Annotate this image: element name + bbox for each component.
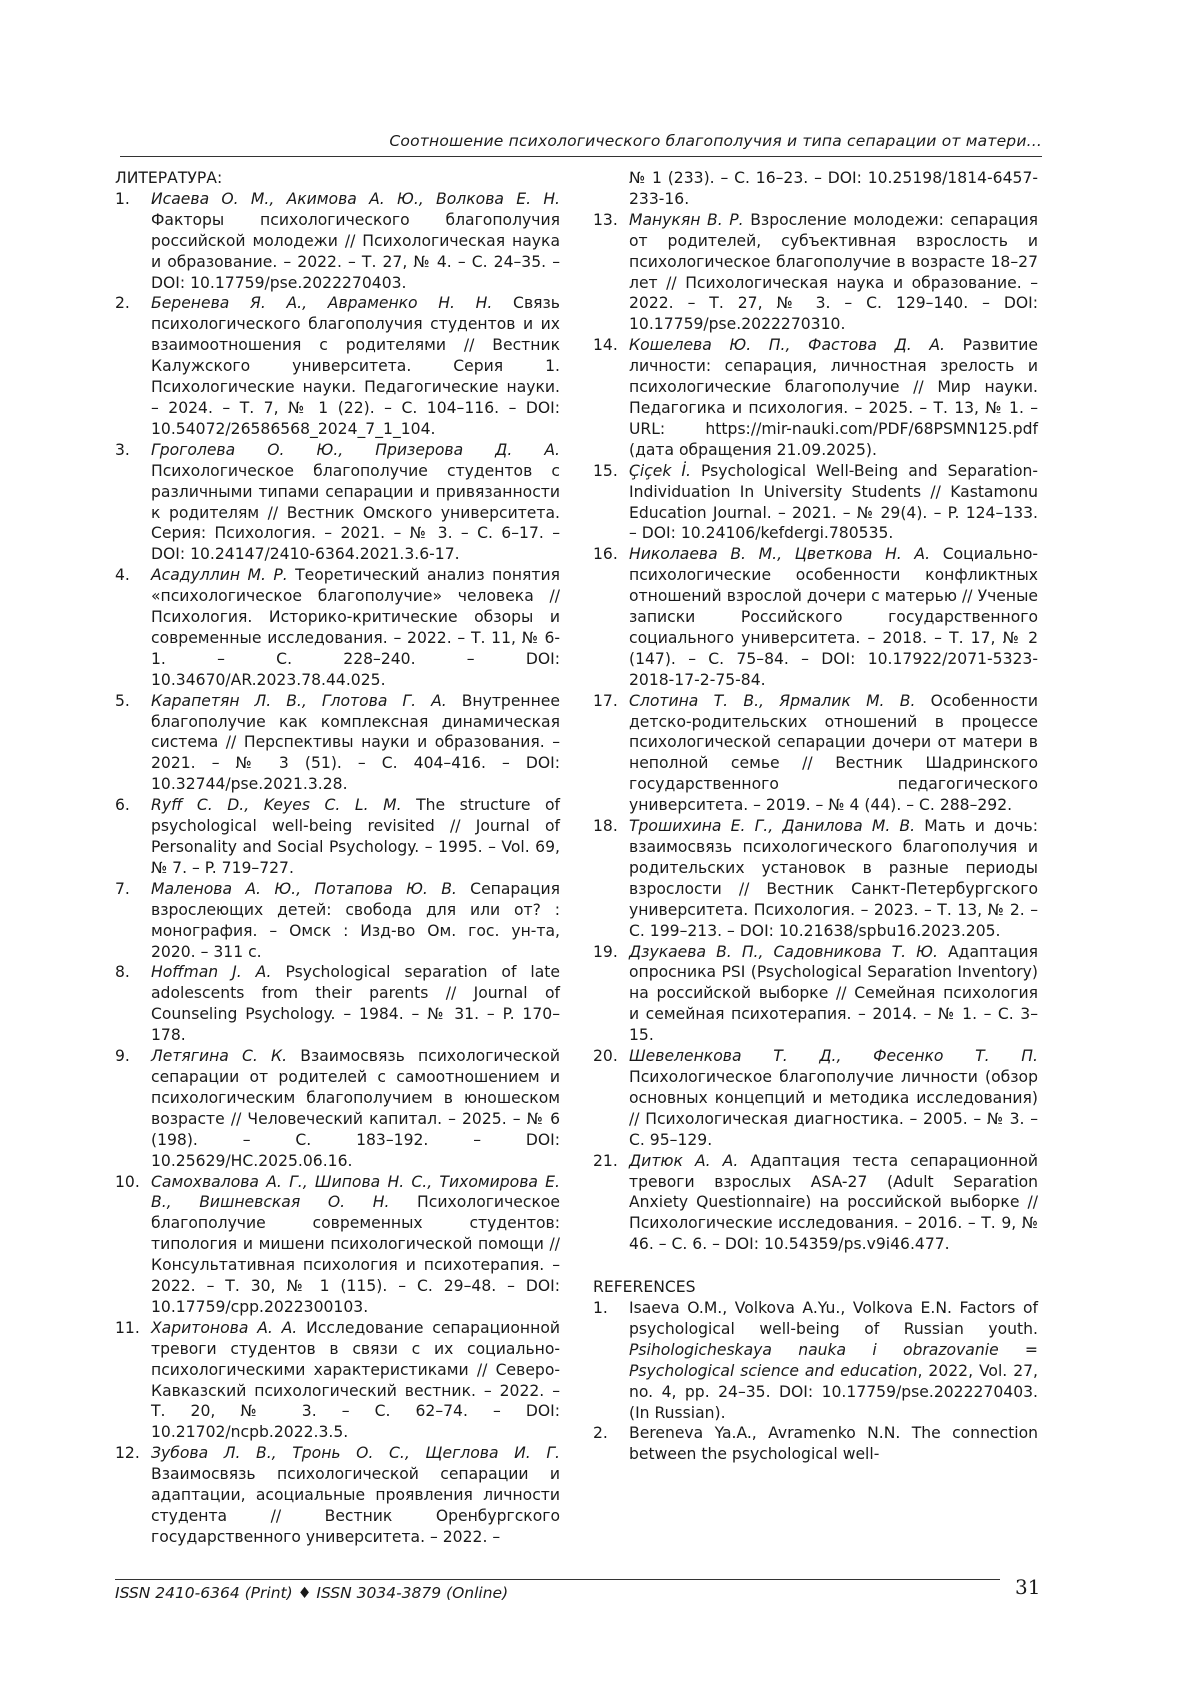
reference-body: [629, 1298, 1038, 1423]
reference-item: [593, 1151, 1038, 1256]
page-number: 31: [1015, 1575, 1041, 1599]
literature-title: ЛИТЕРАТУРА:: [115, 169, 223, 187]
reference-item: [593, 1298, 1038, 1423]
footer-rule: [115, 1579, 1000, 1580]
reference-number: 1.: [593, 1299, 608, 1318]
reference-item: [593, 816, 1038, 941]
reference-details: , 2022, Vol. 27, no. 4, pp. 24–35. DOI: 10.17759/pse.2022270403. (In Russian).: [629, 1361, 1038, 1422]
reference-body: [629, 942, 1038, 1047]
literature-list-left: [115, 189, 560, 1548]
reference-number: 11.: [115, 1318, 140, 1337]
reference-text: Мать и дочь: взаимосвязь психологического благополучия и родительских установок в разные периоды взрослости // Вестник Санкт-Петербургского университета. Психология. – 2023. – Т. 13, № 2. – С. 199–213. – DOI: 10.21638/spbu16.2023.205.: [629, 817, 1038, 940]
reference-text: Психологическое благополучие современных студентов: типология и мишени психологической помощи // Консультативная психология и психотерапия. – 2022. – Т. 30, № 1 (115). – С. 29–48. – DOI: 10.17759/cpp.2022300103.: [151, 1193, 560, 1316]
reference-text: Bereneva Ya.A., Avramenko N.N. The connection between the psychological well-: [629, 1424, 1038, 1464]
reference-authors: Николаева В. М., Цветкова Н. А.: [629, 545, 931, 564]
reference-item: [115, 795, 560, 879]
reference-item: [593, 691, 1038, 816]
reference-number: 8.: [115, 963, 130, 982]
reference-continuation: № 1 (233). – С. 16–23. – DOI: 10.25198/1814-6457-233-16.: [629, 169, 1038, 208]
reference-body: [629, 335, 1038, 460]
reference-body: [151, 293, 560, 439]
reference-body: [629, 816, 1038, 941]
reference-item: [593, 1046, 1038, 1151]
reference-text: Взаимосвязь психологической сепарации от родителей с самоотношением и психологическим благополучием в юношеском возрасте // Человеческий капитал. – 2025. – № 6 (198). – С. 183–192. – DOI: 10.25629/HC.2025.06.16.: [151, 1047, 560, 1170]
reference-number: 2.: [115, 294, 130, 313]
literature-list-right: [593, 210, 1038, 1255]
reference-text: Внутреннее благополучие как комплексная динамическая система // Перспективы науки и образования. – 2021. – № 3 (51). – С. 404–416. – DOI: 10.32744/pse.2021.3.28.: [151, 691, 560, 794]
reference-item: [115, 565, 560, 690]
reference-text: Факторы психологического благополучия российской молодежи // Психологическая наука и образование. – 2022. – Т. 27, № 4. – С. 24–35. – DOI: 10.17759/pse.2022270403.: [151, 210, 560, 292]
reference-number: 20.: [593, 1047, 618, 1066]
reference-number: 16.: [593, 545, 618, 564]
reference-authors: Ryff C. D., Keyes C. L. M.: [151, 796, 402, 815]
reference-text: Особенности детско-родительских отношений в процессе психологической сепарации дочери от матери в неполной семье // Вестник Шадринского государственного педагогического университета. – 2019. – № 4 (44). – С. 288–292.: [629, 691, 1038, 815]
reference-number: 19.: [593, 942, 618, 961]
reference-number: 13.: [593, 210, 618, 229]
reference-body: [629, 210, 1038, 335]
reference-text: Psychological separation of late adolescents from their parents // Journal of Counseling Psychology. – 1984. – № 31. – P. 170–178.: [151, 963, 560, 1045]
reference-body: [151, 879, 560, 963]
reference-item: [593, 544, 1038, 690]
reference-number: 5.: [115, 691, 130, 710]
reference-text: Психологическое благополучие студентов с различными типами сепарации и привязанности к родителям // Вестник Омского университета. Серия: Психология. – 2021. – № 3. – С. 6–17. – DOI: 10.24147/2410-6364.2021.3.6-17.: [151, 461, 560, 564]
reference-item: [115, 691, 560, 796]
reference-item: [115, 1318, 560, 1443]
reference-body: [151, 691, 560, 796]
reference-authors: Карапетян Л. В., Глотова Г. А.: [151, 691, 447, 710]
reference-body: [629, 1046, 1038, 1151]
reference-body: [151, 1172, 560, 1318]
reference-authors: Самохвалова А. Г., Шипова Н. С., Тихомирова Е. В., Вишневская О. Н.: [151, 1172, 560, 1212]
reference-text: Сепарация взрослеющих детей: свобода для или от? : монография. – Омск : Изд-во Ом. гос. ун-та, 2020. – 311 с.: [151, 879, 560, 961]
reference-authors: Харитонова А. А.: [151, 1318, 298, 1337]
reference-number: 17.: [593, 691, 618, 710]
header-rule: [120, 156, 1042, 157]
reference-number: 3.: [115, 440, 130, 459]
reference-body: [629, 1423, 1038, 1465]
reference-authors: Асадуллин М. Р.: [151, 566, 288, 585]
reference-text: Взросление молодежи: сепарация от родителей, субъективная взрослость и психологическое благополучие в возрасте 18–27 лет // Психологическая наука и образование. – 2022. – Т. 27, № 3. – С. 129–140. – DOI: 10.17759/pse.2022270310.: [629, 210, 1039, 334]
reference-body: [151, 1046, 560, 1171]
reference-authors: Слотина Т. В., Ярмалик М. В.: [629, 691, 916, 710]
reference-body: [151, 962, 560, 1046]
reference-item: [593, 1423, 1038, 1465]
reference-item: [115, 1046, 560, 1171]
reference-number: 1.: [115, 189, 130, 208]
reference-authors: Исаева О. М., Акимова А. Ю., Волкова Е. Н.: [151, 189, 560, 208]
reference-text: Теоретический анализ понятия «психологическое благополучие» человека // Психология. Историко-критические обзоры и современные исследования. – 2022. – Т. 11, № 6-1. – С. 228–240. – DOI: 10.34670/AR.2023.78.44.025.: [151, 566, 560, 689]
reference-authors: Шевеленкова Т. Д., Фесенко Т. П.: [629, 1047, 1038, 1066]
left-column: [115, 168, 560, 1548]
reference-item: [593, 335, 1038, 460]
reference-body: [151, 1443, 560, 1548]
reference-number: 2.: [593, 1424, 608, 1443]
reference-number: 14.: [593, 336, 618, 355]
reference-body: [629, 691, 1038, 816]
reference-number: 15.: [593, 461, 618, 480]
reference-item: [115, 1172, 560, 1318]
reference-body: [151, 565, 560, 690]
reference-source: Psihologicheskaya nauka i obrazovanie = Psychological science and education: [629, 1340, 1038, 1380]
reference-item: [593, 461, 1038, 545]
reference-text: Адаптация теста сепарационной тревоги взрослых ASA-27 (Adult Separation Anxiety Questionnaire) на российской выборке // Психологические исследования. – 2016. – Т. 9, № 46. – С. 6. – DOI: 10.54359/ps.v9i46.477.: [629, 1151, 1038, 1254]
running-header: Соотношение психологического благополучия и типа сепарации от матери...: [389, 132, 1042, 150]
reference-body: [629, 544, 1038, 690]
reference-authors: Дзукаева В. П., Садовникова Т. Ю.: [629, 942, 938, 961]
reference-item: [115, 1443, 560, 1548]
reference-text: The structure of psychological well-being revisited // Journal of Personality and Social Psychology. – 1995. – Vol. 69, № 7. – P. 719–727.: [151, 796, 560, 877]
section-gap: [593, 1255, 1038, 1277]
reference-text: Взаимосвязь психологической сепарации и адаптации, асоциальные проявления личности студента // Вестник Оренбургского государственного университета. – 2022. –: [151, 1465, 560, 1546]
references-title: REFERENCES: [593, 1278, 696, 1297]
reference-text: Связь психологического благополучия студентов и их взаимоотношения с родителями // Вестник Калужского университета. Серия 1. Психологические науки. Педагогические науки. – 2024. – Т. 7, № 1 (22). – С. 104–116. – DOI: 10.54072/26586568_2024_7_1_104.: [151, 294, 560, 438]
reference-number: 6.: [115, 796, 130, 815]
reference-number: 21.: [593, 1151, 618, 1170]
reference-authors: Летягина С. К.: [151, 1047, 288, 1066]
reference-authors: Манукян В. Р.: [629, 210, 744, 229]
reference-authors: Çiçek İ.: [629, 461, 691, 480]
reference-number: 18.: [593, 817, 618, 836]
reference-body: [629, 461, 1038, 545]
reference-body: [629, 1151, 1038, 1256]
reference-number: 9.: [115, 1047, 130, 1066]
reference-number: 12.: [115, 1444, 140, 1463]
reference-text: Психологическое благополучие личности (обзор основных концепций и методика исследования) // Психологическая диагностика. – 2005. – № 3. – С. 95–129.: [629, 1067, 1038, 1149]
reference-body: [151, 189, 560, 294]
references-list: [593, 1298, 1038, 1465]
reference-text: Isaeva O.M., Volkova A.Yu., Volkova E.N. Factors of psychological well-being of Russian youth.: [629, 1299, 1038, 1338]
reference-item: [593, 942, 1038, 1047]
reference-item: [115, 962, 560, 1046]
reference-authors: Дитюк А. А.: [629, 1151, 739, 1170]
reference-authors: Гроголева О. Ю., Призерова Д. А.: [151, 440, 560, 459]
reference-authors: Маленова А. Ю., Потапова Ю. В.: [151, 879, 457, 898]
reference-body: [151, 440, 560, 565]
reference-text: Исследование сепарационной тревоги студентов в связи с их социально-психологическими характеристиками // Северо-Кавказский психологический вестник. – 2022. – Т. 20, № 3. – С. 62–74. – DOI: 10.21702/ncpb.2022.3.5.: [151, 1318, 560, 1442]
reference-authors: Беренева Я. А., Авраменко Н. Н.: [151, 294, 493, 313]
reference-text: Psychological Well-Being and Separation-Individuation In University Students // Kastamonu Education Journal. – 2021. – № 29(4). – P. 124–133. – DOI: 10.24106/kefdergi.780535.: [629, 461, 1039, 543]
reference-item: [115, 293, 560, 439]
reference-number: 7.: [115, 879, 130, 898]
reference-authors: Трошихина Е. Г., Данилова М. В.: [629, 817, 916, 836]
reference-authors: Hoffman J. A.: [151, 963, 272, 982]
right-column: [593, 168, 1038, 1465]
reference-body: [151, 795, 560, 879]
reference-text: Адаптация опросника PSI (Psychological Separation Inventory) на российской выборке // Семейная психология и семейная психотерапия. – 2014. – № 1. – С. 3–15.: [629, 942, 1038, 1045]
reference-item: [115, 440, 560, 565]
reference-item: [115, 879, 560, 963]
reference-number: 4.: [115, 566, 130, 585]
reference-item: [593, 210, 1038, 335]
reference-authors: Кошелева Ю. П., Фастова Д. А.: [629, 336, 945, 355]
reference-item: [115, 189, 560, 294]
footer-issn: ISSN 2410-6364 (Print) ♦ ISSN 3034-3879 (Online): [115, 1584, 509, 1602]
reference-authors: Зубова Л. В., Тронь О. С., Щеглова И. Г.: [151, 1444, 560, 1463]
reference-text: Развитие личности: сепарация, личностная зрелость и психологические благополучие // Мир науки. Педагогика и психология. – 2025. – Т. 13, № 1. – URL: https://mir-nauki.com/PDF/68PSMN125.pdf (дата обращения 21.09.2025).: [629, 336, 1038, 459]
reference-text: Социально-психологические особенности конфликтных отношений взрослой дочери с матерью // Ученые записки Российского государственного социального университета. – 2018. – Т. 17, № 2 (147). – С. 75–84. – DOI: 10.17922/2071-5323-2018-17-2-75-84.: [629, 545, 1038, 689]
reference-body: [151, 1318, 560, 1443]
reference-number: 10.: [115, 1172, 140, 1191]
